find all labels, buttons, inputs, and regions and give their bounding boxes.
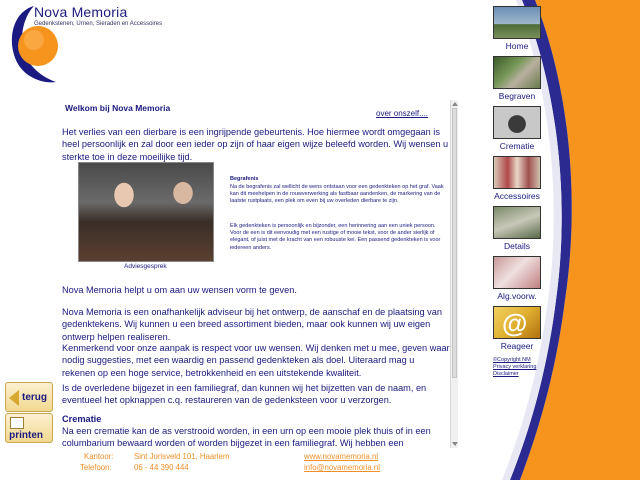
back-arrow-icon [9,390,19,406]
nav-details[interactable] [490,206,544,251]
crematie-title: Crematie [62,414,102,424]
nav-alg-voorw[interactable] [490,256,544,301]
document-photo-icon[interactable] [493,256,541,289]
nav-home-label[interactable]: Home [505,41,529,51]
website-link[interactable]: www.novamemoria.nl [304,452,379,461]
detail-photo-icon[interactable] [493,206,541,239]
email-link[interactable]: info@novamemoria.nl [304,463,380,472]
print-button-label: printen [9,430,43,441]
nav-crematie[interactable] [490,106,544,151]
nav-accessoires[interactable] [490,156,544,201]
overleden-paragraph: Is de overledene bijgezet in een familiegraf, dan kunnen wij het bijzetten van de naam, en eventueel het opknappen c.q. restaureren van de gedenksteen voor u verzorgen. [62,383,427,406]
nav-reageer-label[interactable]: Reageer [500,341,534,351]
legal-links [493,357,536,378]
kantoor-label: Kantoor: [84,452,114,461]
brand-name: Nova Memoria [34,4,128,20]
content-scrollbar[interactable] [450,100,458,448]
nav-details-label[interactable]: Details [504,241,530,251]
main-content [62,100,450,448]
begrafenis-paragraph-2: Elk gedenkteken is persoonlijk en bijzonder, een herinnering aan een uniek persoon. Voor de een is dit eenvoudig met een rustige of mooie tekst, voor de ander sierlijk of elegant, of juist met de kracht van een robuuste kei. Een passend gedenkteken is voor iedereen anders. [230,223,441,251]
printer-icon [10,417,24,429]
welcome-title: Welkom bij Nova Memoria [65,103,171,113]
adviseur-paragraph: Nova Memoria is een onafhankelijk adviseur bij het ontwerp, de aanschaf en de plaatsing van gedenktekens. Wij kunnen u een breed assortiment bieden, maar ook kunnen wij uw eigen ontwerp helpen realiseren. [62,307,442,342]
nav-home[interactable] [490,6,544,51]
nav-begraven-label[interactable]: Begraven [498,91,536,101]
print-button[interactable] [5,413,53,443]
monument-photo-icon[interactable] [493,6,541,39]
candles-photo-icon[interactable] [493,156,541,189]
back-button[interactable] [5,382,53,412]
grave-photo-icon[interactable] [493,56,541,89]
nav-reageer[interactable] [490,306,544,351]
footer [0,450,460,480]
scrollbar-thumb[interactable] [452,108,457,378]
brand-tagline: Gedenkstenen, Urnen, Sieraden en Accessoires [34,21,163,27]
begrafenis-paragraph-1: Na de begrafenis zal wellicht de wens ontstaan voor een gedenkteken op het graf. Vaak kan dit meehelpen in de rouwverwerking als fastbaar aandenken, de markering van de laatste rustplaats, een plek om even bij uw overleden dierbare te zijn. [230,184,444,205]
photo-caption: Adviesgesprek [124,263,167,270]
nav-alg-voorw-label[interactable]: Alg.voorw. [497,291,537,301]
intro-paragraph: Het verlies van een dierbare is een ingrijpende gebeurtenis. Hoe hiermee wordt omgegaan is heel persoonlijk en zal door een ieder op zijn of haar eigen wijze beleefd worden. Wij wensen u sterkte toe in deze moeilijke tijd. [62,127,449,162]
right-decorative-swoosh [460,0,640,480]
back-button-label: terug [22,392,47,403]
privacy-link[interactable]: Privacy verklaring [493,364,537,370]
at-sign-photo-icon[interactable]: @ [493,306,541,339]
kenmerk-paragraph: Kenmerkend voor onze aanpak is respect voor uw wensen. Wij denken met u mee, geven waar nodig suggesties, met een waardig en passend gedenkteken als doel. Uiteraard mag u rekenen op een hoge service, betrokkenheid en een uitstekende kwaliteit. [62,343,450,378]
adviesgesprek-photo [78,162,214,262]
kantoor-address: Sint Jorisveld 101, Haarlem [134,452,230,461]
nav-begraven[interactable] [490,56,544,101]
disclaimer-link[interactable]: Disclaimer [493,371,519,377]
over-onszelf-link[interactable]: over onszelf.... [376,109,429,118]
copyright-link[interactable]: ©Copyright NM [493,357,531,363]
telefoon-number: 06 - 44 390 444 [134,463,189,472]
crematie-paragraph: Na een crematie kan de as verstrooid worden, in een urn op een mooie plek thuis of in een columbarium bewaard worden of worden bijgezet in een familiegraf. Wij hebben een [62,426,431,448]
nav-crematie-label[interactable]: Crematie [499,141,535,151]
nav-accessoires-label[interactable]: Accessoires [494,191,540,201]
scroll-up-icon[interactable] [452,102,458,106]
urn-photo-icon[interactable] [493,106,541,139]
begrafenis-title: Begrafenis [230,176,259,182]
scroll-down-icon[interactable] [452,442,458,446]
help-paragraph: Nova Memoria helpt u om aan uw wensen vorm te geven. [62,285,297,295]
telefoon-label: Telefoon: [80,463,112,472]
